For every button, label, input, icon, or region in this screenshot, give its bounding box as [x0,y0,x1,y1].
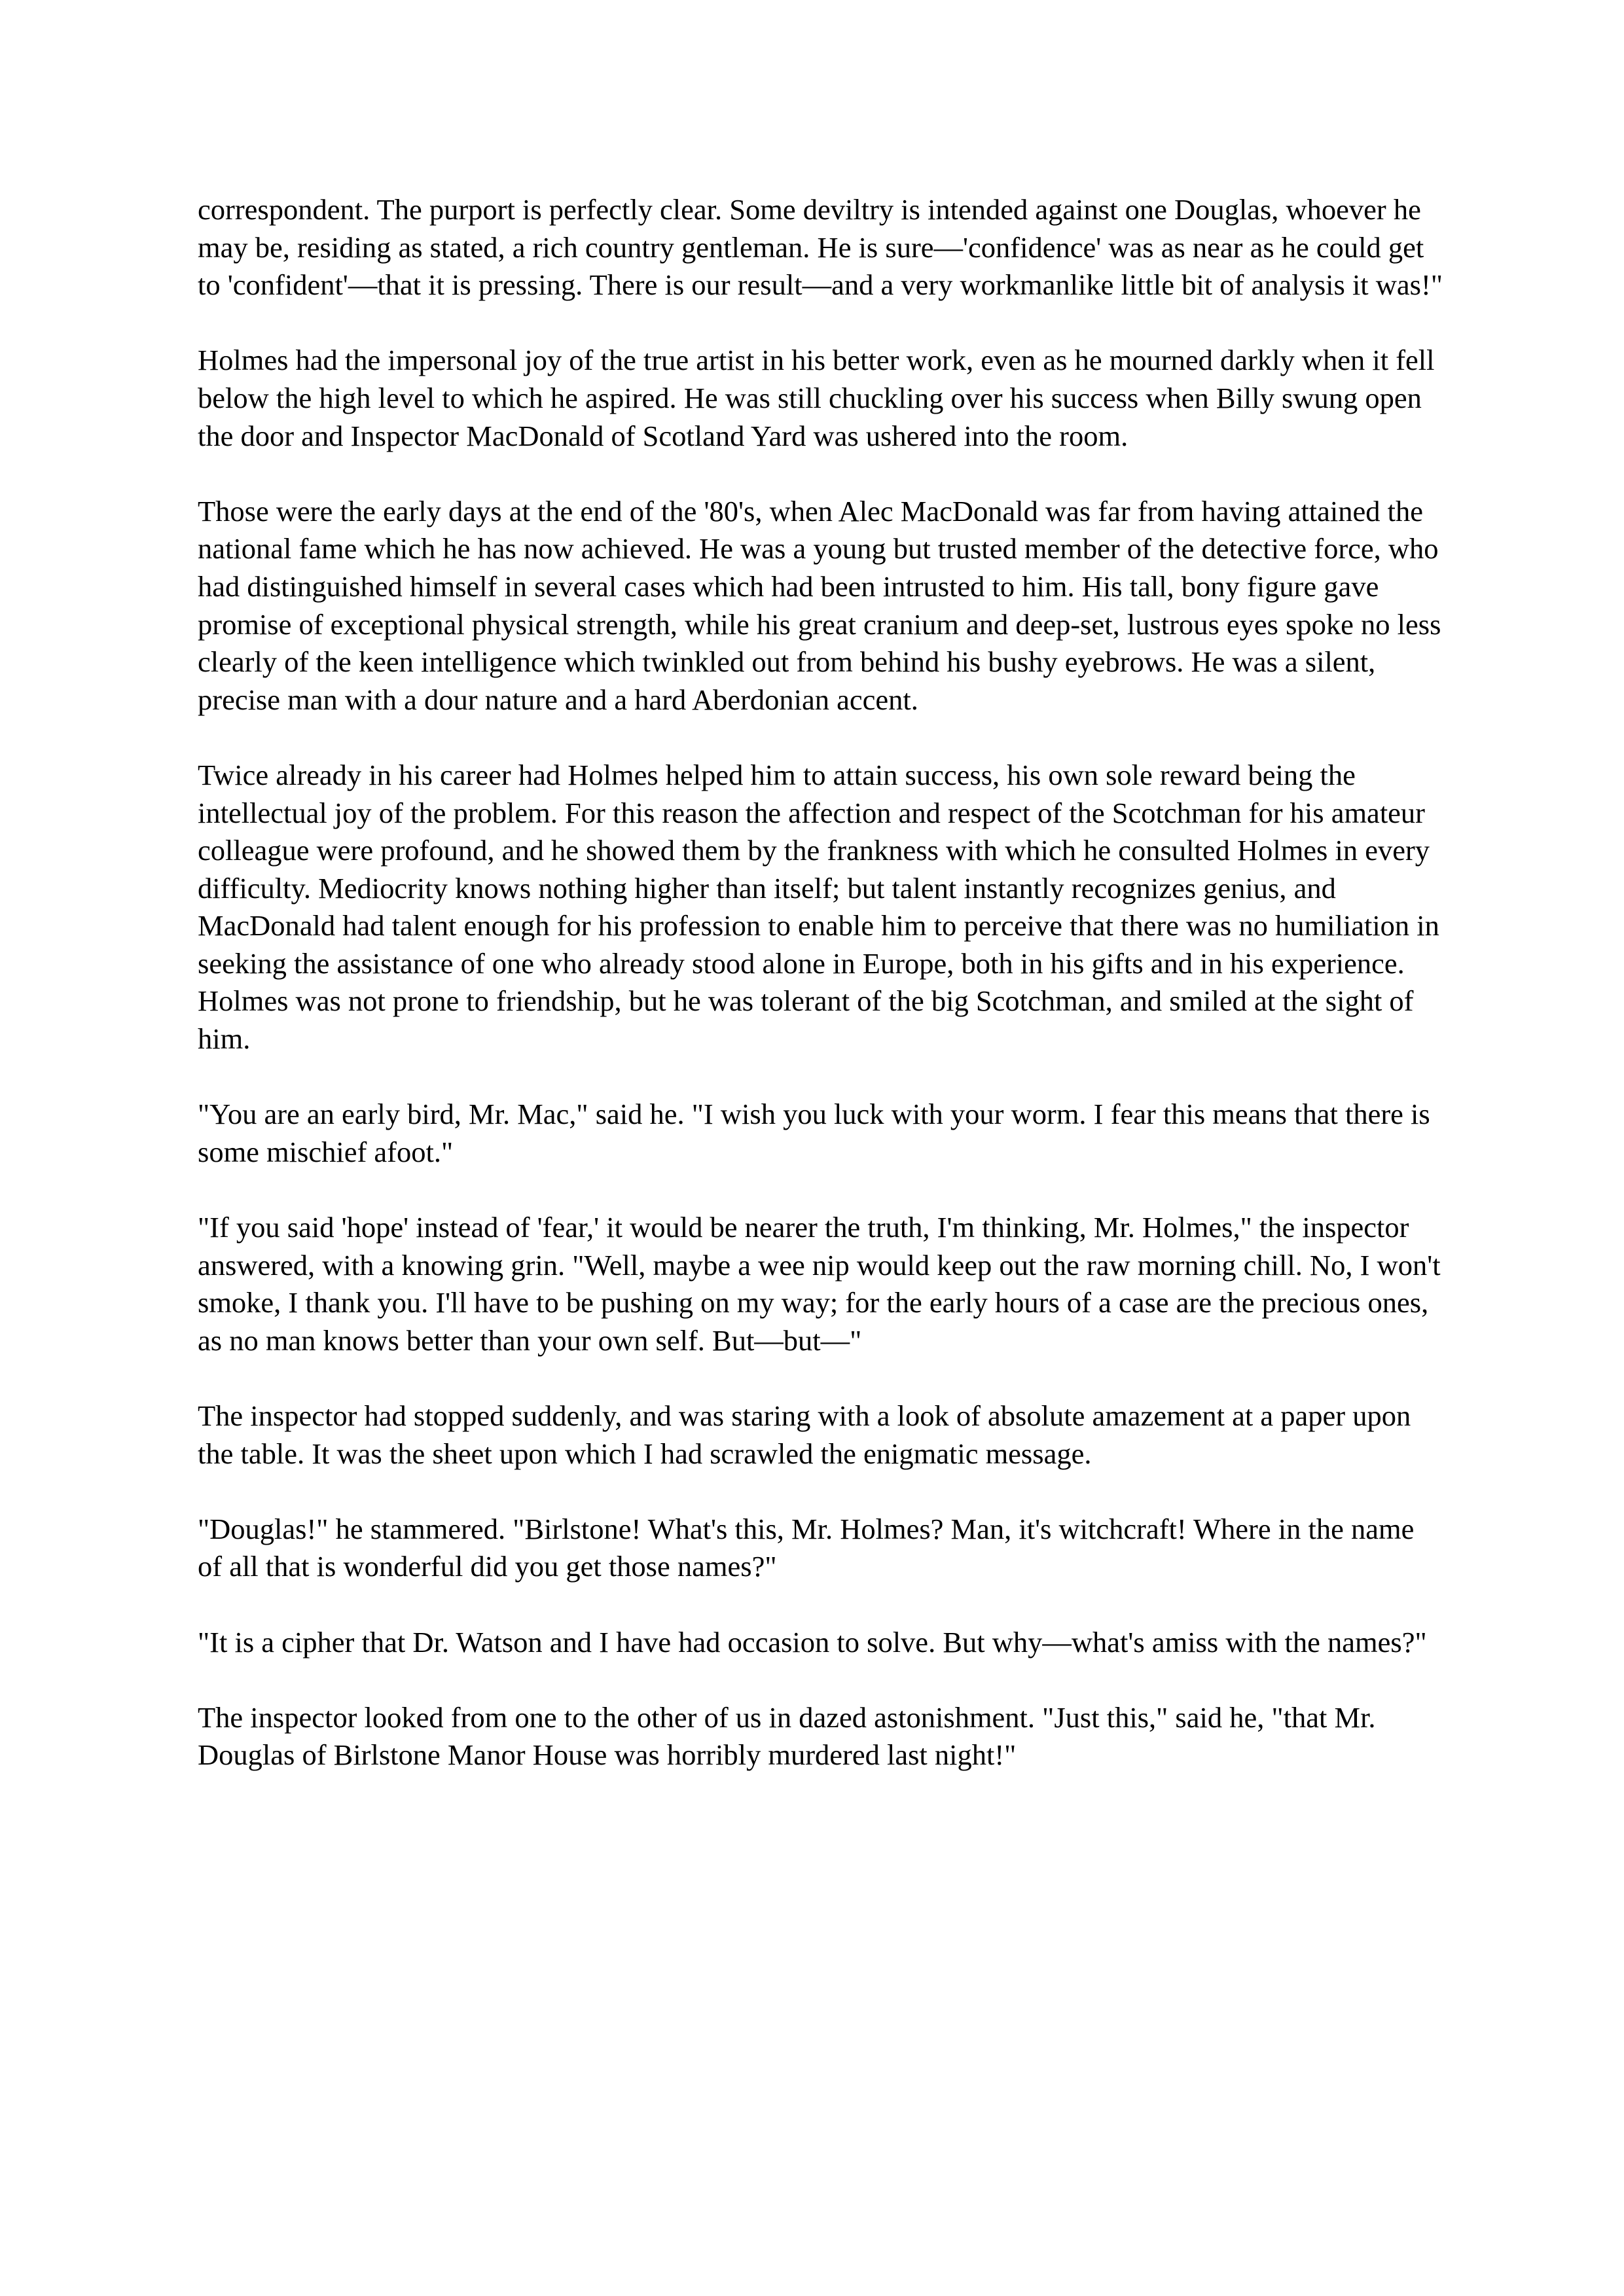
paragraph: Twice already in his career had Holmes helped him to attain success, his own sole reward being the intellectual joy of the problem. For this reason the affection and respect of the Scotchman for his amateur colleague were profound, and he showed them by the frankness with which he consulted Holmes in every difficulty. Mediocrity knows nothing higher than itself; but talent instantly recognizes genius, and MacDonald had talent enough for his profession to enable him to perceive that there was no humiliation in seeking the assistance of one who already stood alone in Europe, both in his gifts and in his experience. Holmes was not prone to friendship, but he was tolerant of the big Scotchman, and smiled at the sight of him. [198,758,1439,1056]
paragraph: "If you said 'hope' instead of 'fear,' it would be nearer the truth, I'm thinking, Mr. Holmes," the inspector answered, with a knowing grin. "Well, maybe a wee nip would keep out the raw morning chill. No, I won't smoke, I thank you. I'll have to be pushing on my way; for the early hours of a case are the precious ones, as no man knows better than your own self. But—but—" [198,1211,1441,1357]
paragraph: "You are an early bird, Mr. Mac," said he. "I wish you luck with your worm. I fear this means that there is some mischief afoot." [198,1098,1430,1168]
paragraph: Those were the early days at the end of the '80's, when Alec MacDonald was far from having attained the national fame which he has now achieved. He was a young but trusted member of the detective force, who had distinguished himself in several cases which had been intrusted to him. His tall, bony figure gave promise of exceptional physical strength, while his great cranium and deep-set, lustrous eyes spoke no less clearly of the keen intelligence which twinkled out from behind his bushy eyebrows. He was a silent, precise man with a dour nature and a hard Aberdonian accent. [198,494,1441,716]
paragraph: The inspector looked from one to the other of us in dazed astonishment. "Just this," said he, "that Mr. Douglas of Birlstone Manor House was horribly murdered last night!" [198,1700,1376,1772]
paragraph: The inspector had stopped suddenly, and was staring with a look of absolute amazement at a paper upon the table. It was the sheet upon which I had scrawled the enigmatic message. [198,1399,1411,1470]
paragraph: "It is a cipher that Dr. Watson and I have had occasion to solve. But why—what's amiss with the names?" [198,1625,1427,1659]
paragraph: Holmes had the impersonal joy of the true artist in his better work, even as he mourned darkly when it fell below the high level to which he aspired. He was still chuckling over his success when Billy swung open the door and Inspector MacDonald of Scotland Yard was ushered into the room. [198,344,1435,452]
paragraph: "Douglas!" he stammered. "Birlstone! What's this, Mr. Holmes? Man, it's witchcraft! Where in the name of all that is wonderful did you get those names?" [198,1512,1415,1583]
document-body [198,191,1445,1774]
paragraph: correspondent. The purport is perfectly clear. Some deviltry is intended against one Douglas, whoever he may be, residing as stated, a rich country gentleman. He is sure—'confidence' was as near as he could get to 'confident'—that it is pressing. There is our result—and a very workmanlike little bit of analysis it was!" [198,193,1443,302]
